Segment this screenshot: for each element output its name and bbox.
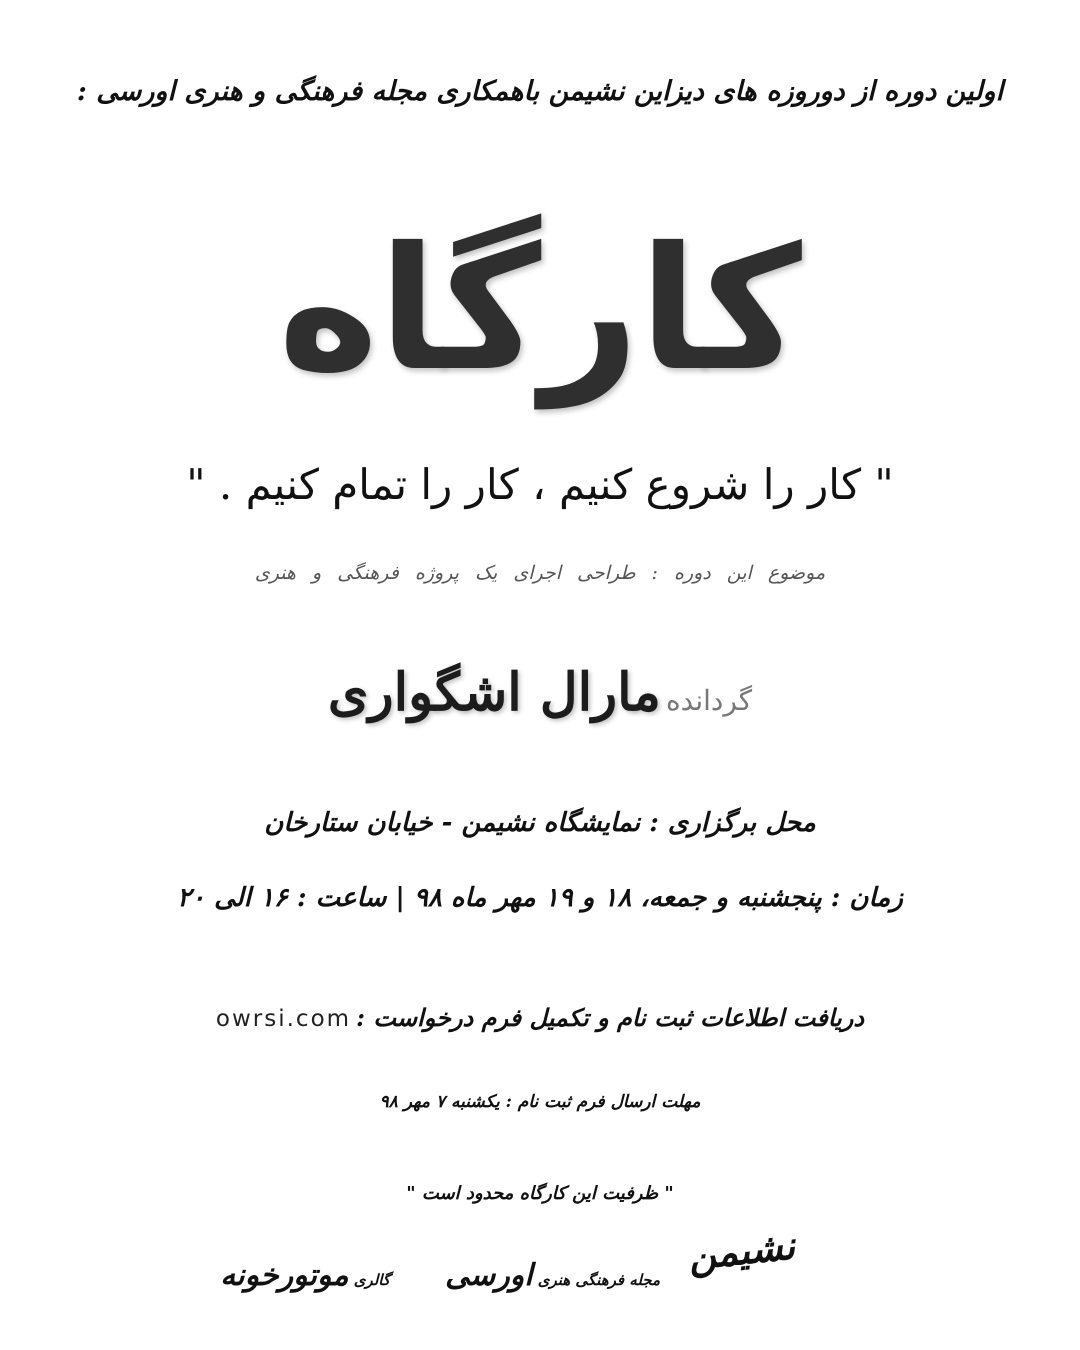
registration-line bbox=[0, 1003, 1080, 1032]
gallery-prefix: گالری bbox=[353, 1271, 390, 1289]
nashiman-logo: نشیمن bbox=[686, 1222, 798, 1279]
motto-quote: " کار را شروع کنیم ، کار را تمام کنیم . " bbox=[186, 460, 894, 509]
facilitator bbox=[0, 662, 1080, 723]
venue-text: محل برگزاری : نمایشگاه نشیمن - خیابان ستارخان bbox=[264, 808, 816, 838]
topic-text: موضوع این دوره : طراحی اجرای یک پروژه فرهنگی و هنری bbox=[254, 562, 826, 584]
time-text: زمان : پنجشنبه و جمعه، ۱۸ و ۱۹ مهر ماه ۹۸ | ساعت : ۱۶ الی ۲۰ bbox=[177, 883, 903, 913]
facilitator-name: مارال اشگواری bbox=[327, 662, 661, 723]
registration-label: دریافت اطلاعات ثبت نام و تکمیل فرم درخواست : bbox=[356, 1003, 865, 1032]
registration-url[interactable]: owrsi.com bbox=[215, 1006, 352, 1032]
intro-text: اولین دوره از دوروزه های دیزاین نشیمن باهمکاری مجله فرهنگی و هنری اورسی : bbox=[76, 76, 1004, 107]
poster-title: کارگاه bbox=[278, 211, 802, 409]
gallery-logo bbox=[220, 1258, 390, 1293]
gallery-name: موتورخونه bbox=[220, 1258, 349, 1293]
owrsi-prefix: مجله فرهنگی هنری bbox=[537, 1271, 660, 1289]
facilitator-role: گردانده bbox=[665, 684, 753, 717]
owrsi-logo bbox=[445, 1258, 660, 1293]
deadline-text: مهلت ارسال فرم ثبت نام : یکشنبه ۷ مهر ۹۸ bbox=[379, 1092, 701, 1112]
sponsors-footer bbox=[0, 1222, 1080, 1318]
capacity-text: " ظرفیت این کارگاه محدود است " bbox=[406, 1183, 674, 1204]
owrsi-name: اورسی bbox=[445, 1258, 533, 1293]
